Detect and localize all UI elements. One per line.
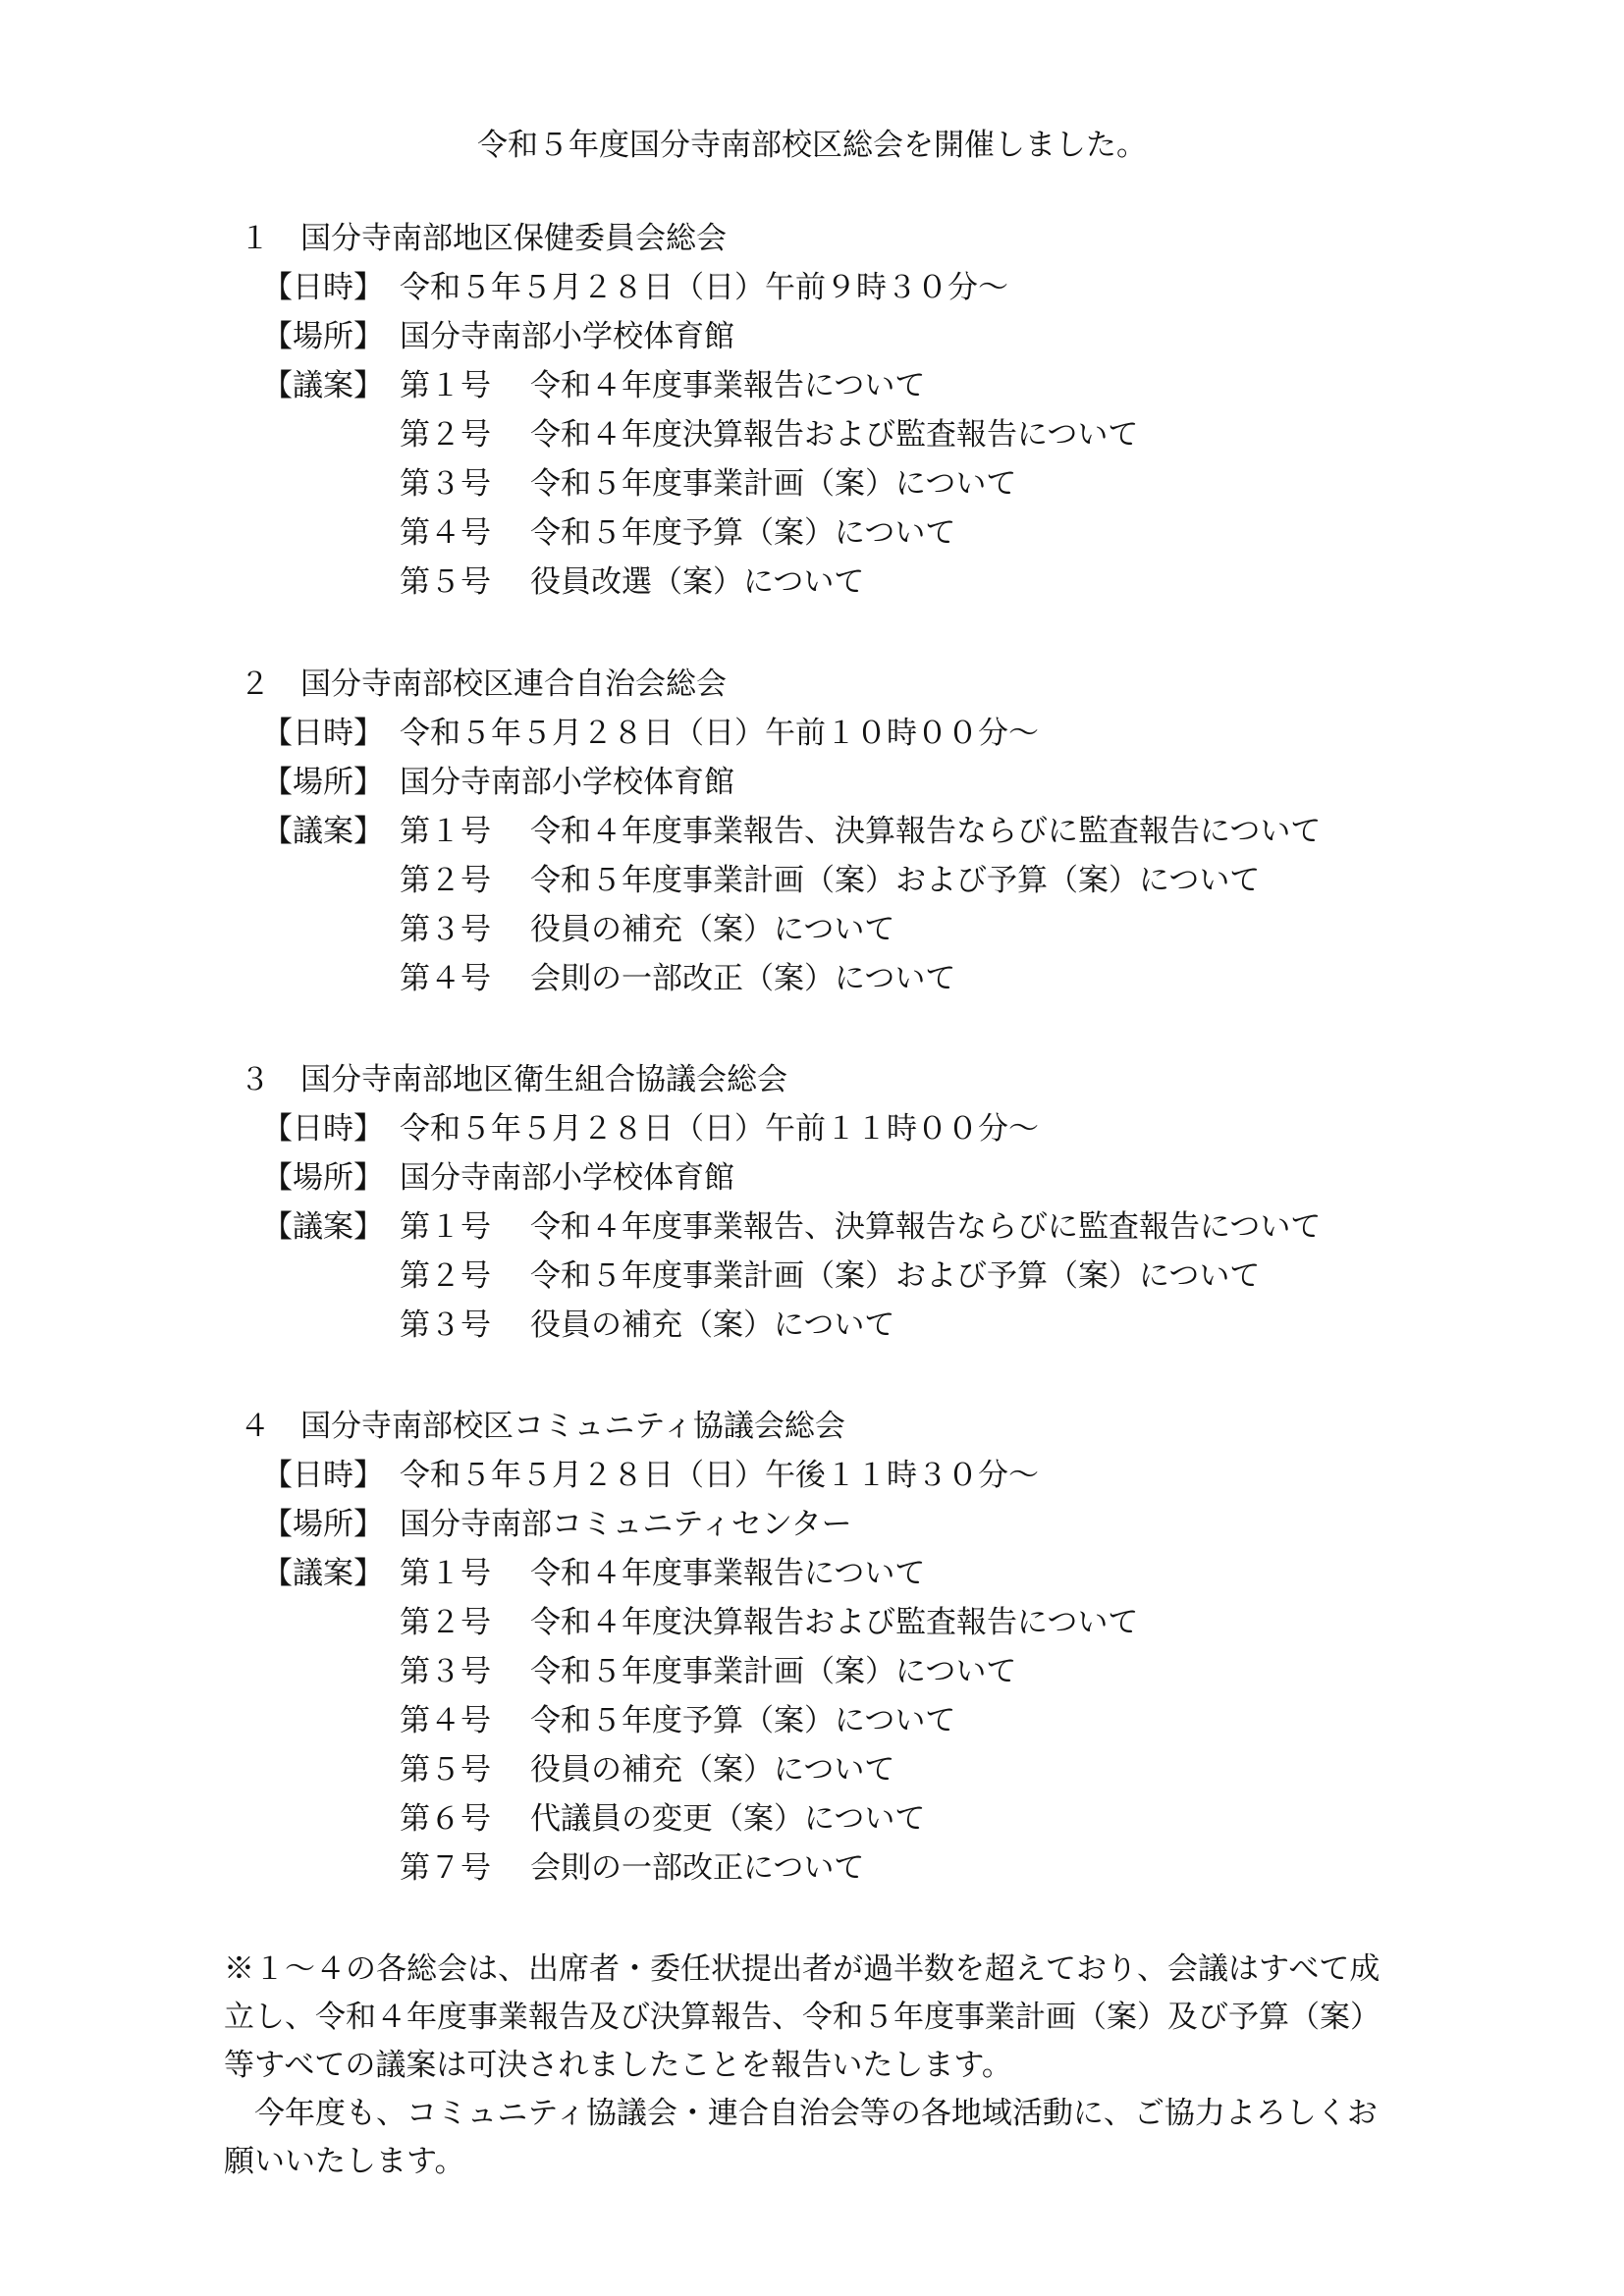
agenda-text: 令和５年度予算（案）について [530, 1703, 956, 1738]
place-row [262, 1500, 852, 1549]
closing-note [224, 1946, 1402, 2186]
agenda-text: 令和４年度決算報告および監査報告について [530, 1605, 1139, 1640]
datetime-value: 令和５年５月２８日（日）午後１１時３０分～ [400, 1458, 1039, 1493]
agenda-text: 令和４年度事業報告、決算報告ならびに監査報告について [530, 1209, 1322, 1245]
agenda-text: 令和５年度事業計画（案）および予算（案）について [530, 1258, 1261, 1294]
agenda-text: 役員の補充（案）について [530, 912, 895, 947]
agenda-label-row [262, 807, 400, 856]
agenda-number: 第３号 [400, 1654, 491, 1689]
section-name: 国分寺南部地区保健委員会総会 [300, 221, 727, 256]
agenda-label: 【議案】 [262, 1556, 384, 1591]
place-value: 国分寺南部小学校体育館 [400, 319, 734, 354]
datetime-value: 令和５年５月２８日（日）午前１１時００分～ [400, 1111, 1039, 1147]
agenda-item [400, 1598, 1138, 1647]
agenda-text: 令和４年度事業報告、決算報告ならびに監査報告について [530, 814, 1322, 849]
section-number: １ [240, 221, 270, 256]
place-label: 【場所】 [262, 1160, 384, 1196]
agenda-item [400, 807, 1321, 856]
place-label: 【場所】 [262, 765, 384, 800]
section-heading [240, 660, 727, 709]
agenda-number: 第５号 [400, 1752, 491, 1788]
place-row [262, 758, 734, 807]
datetime-row [262, 709, 1039, 758]
datetime-label: 【日時】 [262, 270, 384, 305]
agenda-number: 第２号 [400, 417, 491, 453]
section-heading [240, 1402, 845, 1451]
place-row [262, 1153, 734, 1202]
datetime-value: 令和５年５月２８日（日）午前１０時００分～ [400, 716, 1039, 751]
agenda-text: 会則の一部改正について [530, 1850, 865, 1886]
agenda-item [400, 1549, 925, 1598]
section-heading [240, 214, 727, 263]
agenda-number: 第１号 [400, 1556, 491, 1591]
agenda-text: 代議員の変更（案）について [530, 1801, 926, 1837]
agenda-number: 第４号 [400, 1703, 491, 1738]
agenda-text: 会則の一部改正（案）について [530, 961, 956, 996]
agenda-item [400, 1202, 1321, 1252]
agenda-label-row [262, 1549, 400, 1598]
agenda-label-row [262, 1202, 400, 1252]
agenda-number: 第２号 [400, 1605, 491, 1640]
place-row [262, 312, 734, 361]
agenda-text: 令和４年度事業報告について [530, 1556, 926, 1591]
agenda-number: 第４号 [400, 961, 491, 996]
agenda-number: 第７号 [400, 1850, 491, 1886]
agenda-number: 第３号 [400, 1308, 491, 1343]
agenda-text: 令和５年度事業計画（案）について [530, 1654, 1017, 1689]
section-number: ３ [240, 1062, 270, 1097]
agenda-text: 令和５年度事業計画（案）および予算（案）について [530, 863, 1261, 898]
agenda-text: 令和５年度事業計画（案）について [530, 466, 1017, 502]
agenda-number: 第３号 [400, 466, 491, 502]
agenda-label: 【議案】 [262, 368, 384, 403]
section-name: 国分寺南部地区衛生組合協議会総会 [300, 1062, 787, 1097]
agenda-item [400, 459, 1016, 508]
section-name: 国分寺南部校区連合自治会総会 [300, 667, 727, 702]
agenda-item [400, 954, 955, 1003]
place-value: 国分寺南部小学校体育館 [400, 765, 734, 800]
place-value: 国分寺南部小学校体育館 [400, 1160, 734, 1196]
agenda-item [400, 1252, 1260, 1301]
page-title: 令和５年度国分寺南部校区総会を開催しました。 [477, 128, 1147, 163]
agenda-item [400, 856, 1260, 905]
agenda-number: 第１号 [400, 368, 491, 403]
agenda-item [400, 1301, 894, 1350]
agenda-item [400, 410, 1138, 459]
datetime-row [262, 1104, 1039, 1153]
agenda-label: 【議案】 [262, 814, 384, 849]
datetime-label: 【日時】 [262, 1458, 384, 1493]
agenda-item [400, 361, 925, 410]
place-label: 【場所】 [262, 319, 384, 354]
agenda-number: 第４号 [400, 515, 491, 551]
agenda-number: 第６号 [400, 1801, 491, 1837]
agenda-text: 令和４年度決算報告および監査報告について [530, 417, 1139, 453]
agenda-item [400, 1843, 864, 1893]
agenda-number: 第３号 [400, 912, 491, 947]
agenda-number: 第２号 [400, 1258, 491, 1294]
agenda-item [400, 1696, 955, 1745]
agenda-item [400, 1647, 1016, 1696]
agenda-item [400, 1745, 894, 1794]
agenda-item [400, 508, 955, 558]
agenda-label: 【議案】 [262, 1209, 384, 1245]
datetime-label: 【日時】 [262, 716, 384, 751]
agenda-item [400, 905, 894, 954]
agenda-text: 令和４年度事業報告について [530, 368, 926, 403]
datetime-row [262, 263, 1008, 312]
agenda-number: 第１号 [400, 1209, 491, 1245]
agenda-text: 役員の補充（案）について [530, 1308, 895, 1343]
note-paragraph: ※１～４の各総会は、出席者・委任状提出者が過半数を超えており、会議はすべて成立し、令和４年度事業報告及び決算報告、令和５年度事業計画（案）及び予算（案）等すべての議案は可決されましたことを報告いたします。 [224, 1951, 1380, 2083]
agenda-label-row [262, 361, 400, 410]
section-number: ２ [240, 667, 270, 702]
datetime-label: 【日時】 [262, 1111, 384, 1147]
agenda-text: 役員改選（案）について [530, 564, 865, 600]
datetime-value: 令和５年５月２８日（日）午前９時３０分～ [400, 270, 1008, 305]
section-name: 国分寺南部校区コミュニティ協議会総会 [300, 1409, 845, 1444]
place-label: 【場所】 [262, 1507, 384, 1542]
datetime-row [262, 1451, 1039, 1500]
agenda-number: 第５号 [400, 564, 491, 600]
agenda-text: 令和５年度予算（案）について [530, 515, 956, 551]
agenda-number: 第１号 [400, 814, 491, 849]
section-heading [240, 1055, 787, 1104]
note-paragraph: 今年度も、コミュニティ協議会・連合自治会等の各地域活動に、ご協力よろしくお願いいたします。 [224, 2096, 1378, 2179]
place-value: 国分寺南部コミュニティセンター [400, 1507, 852, 1542]
agenda-number: 第２号 [400, 863, 491, 898]
agenda-item [400, 1794, 925, 1843]
agenda-item [400, 558, 864, 607]
section-number: ４ [240, 1409, 270, 1444]
agenda-text: 役員の補充（案）について [530, 1752, 895, 1788]
